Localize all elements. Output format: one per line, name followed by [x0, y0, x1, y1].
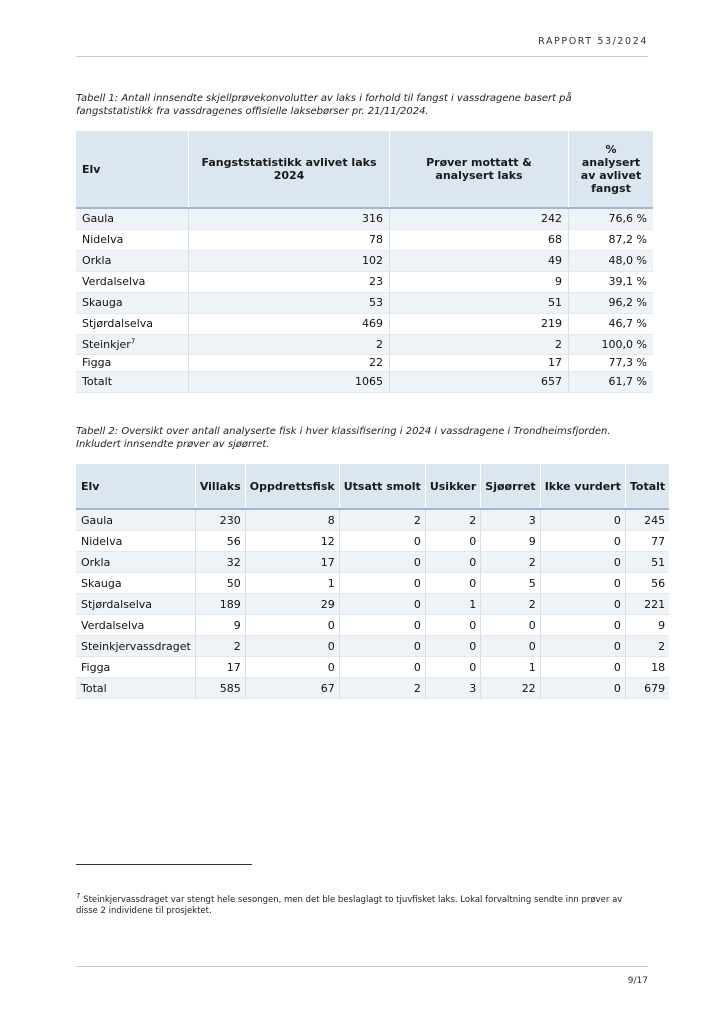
table2-cell: 0: [540, 615, 625, 636]
footer-divider: [76, 966, 648, 967]
table2-cell: 0: [540, 552, 625, 573]
table2-row: [76, 678, 669, 699]
table2-cell: Verdalselva: [76, 615, 195, 636]
table2-cell: 0: [540, 531, 625, 552]
table1-cell-elv-text: Totalt: [82, 375, 113, 388]
table1-cell-pct: [569, 334, 654, 354]
table2-cell: 2: [195, 636, 245, 657]
table2-cell: 0: [245, 615, 339, 636]
table2-header-utsatt-smolt: Utsatt smolt: [339, 464, 425, 509]
table2-cell: 0: [540, 594, 625, 615]
table2-cell: 77: [625, 531, 669, 552]
table2-cell: 0: [425, 636, 480, 657]
table1-cell-fangst-text: 469: [362, 317, 383, 330]
footnote-text: Steinkjervassdraget var stengt hele sesongen, men det ble beslaglagt to tjuvfisket laks. Lokal forvaltning sendte inn prøver av disse 2 individene til prosjektet.: [76, 895, 623, 916]
table1-cell-elv-text: Stjørdalselva: [82, 317, 153, 330]
table1-cell-pct: [569, 313, 654, 334]
table1-cell-prover: [390, 229, 569, 250]
table2-cell: Gaula: [76, 509, 195, 531]
table2-cell: 1: [481, 657, 540, 678]
table1-cell-pct: [569, 292, 654, 313]
table2-row: [76, 636, 669, 657]
table1-cell-pct-text: 48,0 %: [608, 254, 647, 267]
table2-cell: 2: [339, 678, 425, 699]
table2-cell: 0: [540, 678, 625, 699]
table2-cell: 585: [195, 678, 245, 699]
table2-cell: Orkla: [76, 552, 195, 573]
table1-cell-elv-text: Nidelva: [82, 233, 124, 246]
table1: [76, 131, 653, 393]
table2-cell: 0: [425, 552, 480, 573]
table2-row: [76, 615, 669, 636]
table2-cell: 0: [425, 657, 480, 678]
table1-cell-elv: [76, 371, 189, 392]
table2-cell: 9: [481, 531, 540, 552]
table2-cell: 1: [245, 573, 339, 594]
table1-cell-prover-text: 219: [541, 317, 562, 330]
table1-header-row: [76, 131, 653, 208]
table2-cell: 0: [481, 615, 540, 636]
table1-cell-elv: [76, 229, 189, 250]
table2-cell: 32: [195, 552, 245, 573]
table2-cell: 9: [195, 615, 245, 636]
table1-cell-fangst-text: 53: [369, 296, 383, 309]
table1-cell-fangst: [189, 271, 390, 292]
table1-cell-prover: [390, 334, 569, 354]
table1-row: [76, 271, 653, 292]
table1-caption-label: Tabell 1:: [76, 93, 119, 104]
table2-cell: 0: [425, 573, 480, 594]
table1-cell-elv-text: Gaula: [82, 212, 115, 226]
table2-cell: 679: [625, 678, 669, 699]
table1-cell-fangst: [189, 334, 390, 354]
table2-cell: 0: [339, 615, 425, 636]
table2-cell: 22: [481, 678, 540, 699]
table1-cell-elv: [76, 208, 189, 229]
table2-cell: 0: [540, 573, 625, 594]
table2-cell: 18: [625, 657, 669, 678]
table1-cell-pct-text: 100,0 %: [601, 337, 647, 351]
table2-row: [76, 552, 669, 573]
table1-cell-elv: [76, 313, 189, 334]
table1-cell-prover-text: 9: [555, 275, 562, 288]
table1-row: [76, 229, 653, 250]
table2: [76, 464, 669, 699]
table1-cell-fangst-text: 2: [376, 337, 383, 351]
table1-cell-fangst-text: 1065: [355, 375, 383, 388]
table2-cell: 8: [245, 509, 339, 531]
header-divider: [76, 56, 648, 57]
table2-cell: 17: [195, 657, 245, 678]
table2-row: [76, 657, 669, 678]
table1-cell-elv-text: Figga: [82, 356, 112, 369]
table2-header-oppdrettsfisk: Oppdrettsfisk: [245, 464, 339, 509]
table2-caption: [76, 425, 636, 451]
table1-cell-prover: [390, 354, 569, 371]
table2-cell: 0: [339, 594, 425, 615]
table2-cell: 56: [195, 531, 245, 552]
table2-cell: 3: [425, 678, 480, 699]
table2-cell: 2: [481, 594, 540, 615]
table2-cell: 29: [245, 594, 339, 615]
table1-row: [76, 292, 653, 313]
table2-row: [76, 573, 669, 594]
table1-header-fangst: Fangststatistikk avlivet laks 2024: [189, 131, 390, 208]
report-label: RAPPORT 53/2024: [538, 36, 648, 47]
table2-cell: 0: [245, 636, 339, 657]
table2-header-villaks: Villaks: [195, 464, 245, 509]
table1-cell-elv-text: Steinkjer: [82, 337, 131, 351]
table1-cell-fangst-text: 22: [369, 356, 383, 369]
table2-cell: 230: [195, 509, 245, 531]
table2-cell: Stjørdalselva: [76, 594, 195, 615]
table1-cell-prover: [390, 271, 569, 292]
table1-row: [76, 250, 653, 271]
table1-row: [76, 354, 653, 371]
table1-cell-fangst: [189, 371, 390, 392]
table1-cell-prover-text: 657: [541, 375, 562, 388]
table1-caption-text: Antall innsendte skjellprøvekonvolutter av laks i forhold til fangst i vassdragene basert på fangststatistikk fra vassdragenes offisielle laksebørser pr. 21/11/2024.: [76, 93, 572, 117]
table1-row: [76, 313, 653, 334]
footnote-divider: [76, 864, 252, 865]
page-number: 9/17: [627, 976, 648, 986]
table1-cell-prover: [390, 208, 569, 229]
table1-cell-fangst-text: 23: [369, 275, 383, 288]
table2-cell: 3: [481, 509, 540, 531]
table2-cell: 0: [339, 531, 425, 552]
table1-cell-pct-text: 46,7 %: [608, 317, 647, 330]
table2-cell: 0: [425, 615, 480, 636]
table1-cell-fangst: [189, 208, 390, 229]
table2-cell: 1: [425, 594, 480, 615]
table1-cell-prover: [390, 371, 569, 392]
table1-cell-prover: [390, 292, 569, 313]
table2-caption-label: Tabell 2:: [76, 426, 119, 437]
table2-cell: 50: [195, 573, 245, 594]
table2-cell: 0: [540, 657, 625, 678]
table2-header-sjoorret: Sjøørret: [481, 464, 540, 509]
table1-cell-pct: [569, 371, 654, 392]
table1-header-prover: Prøver mottatt & analysert laks: [390, 131, 569, 208]
table1-cell-elv: [76, 292, 189, 313]
table2-cell: 56: [625, 573, 669, 594]
table2-row: [76, 594, 669, 615]
table2-cell: Figga: [76, 657, 195, 678]
table2-cell: 221: [625, 594, 669, 615]
table1-cell-elv-text: Skauga: [82, 296, 123, 309]
table1-cell-prover-text: 242: [541, 212, 562, 226]
table1-cell-elv-text: Orkla: [82, 254, 112, 267]
table2-cell: 2: [625, 636, 669, 657]
table2-cell: 0: [540, 509, 625, 531]
table1-cell-elv: [76, 354, 189, 371]
table2-header-totalt: Totalt: [625, 464, 669, 509]
table1-cell-pct: [569, 229, 654, 250]
table2-cell: 0: [339, 552, 425, 573]
table2-cell: Skauga: [76, 573, 195, 594]
table2-cell: 51: [625, 552, 669, 573]
table2-cell: 0: [339, 573, 425, 594]
table2-row: [76, 509, 669, 531]
table1-cell-pct: [569, 354, 654, 371]
table2-cell: 0: [540, 636, 625, 657]
table1-cell-elv-text: Verdalselva: [82, 275, 146, 288]
table2-cell: 5: [481, 573, 540, 594]
table1-cell-prover-text: 17: [548, 356, 562, 369]
table1-cell-prover: [390, 313, 569, 334]
table1-cell-fangst: [189, 292, 390, 313]
footnote: [76, 892, 644, 917]
table1-header-elv: Elv: [76, 131, 189, 208]
table2-header-usikker: Usikker: [425, 464, 480, 509]
table2-cell: Nidelva: [76, 531, 195, 552]
table2-cell: 189: [195, 594, 245, 615]
table1-cell-prover-text: 51: [548, 296, 562, 309]
table1-cell-elv: [76, 271, 189, 292]
table2-caption-text: Oversikt over antall analyserte fisk i hver klassifisering i 2024 i vassdragene i Trondheimsfjorden. Inkludert innsendte prøver av sjøørret.: [76, 426, 611, 450]
table1-cell-pct: [569, 271, 654, 292]
table2-cell: 0: [245, 657, 339, 678]
table1-caption: [76, 92, 636, 118]
footnote-ref: 7: [130, 336, 136, 345]
table1-cell-fangst-text: 78: [369, 233, 383, 246]
table2-cell: 0: [481, 636, 540, 657]
table2-cell: 0: [425, 531, 480, 552]
table1-row: [76, 371, 653, 392]
table2-cell: 0: [339, 636, 425, 657]
table1-cell-prover-text: 2: [555, 337, 562, 351]
table1-cell-pct: [569, 250, 654, 271]
table2-cell: 2: [425, 509, 480, 531]
table2-cell: Steinkjervassdraget: [76, 636, 195, 657]
table1-cell-elv: [76, 334, 189, 354]
table2-cell: 9: [625, 615, 669, 636]
table1-cell-fangst-text: 102: [362, 254, 383, 267]
table1-cell-pct-text: 96,2 %: [608, 296, 647, 309]
table1-cell-fangst: [189, 229, 390, 250]
table1-cell-pct-text: 39,1 %: [608, 275, 647, 288]
table1-cell-fangst: [189, 313, 390, 334]
table1-row: [76, 208, 653, 229]
table1-cell-elv: [76, 250, 189, 271]
table2-cell: 67: [245, 678, 339, 699]
table1-cell-fangst: [189, 354, 390, 371]
table1-cell-prover-text: 49: [548, 254, 562, 267]
table1-cell-fangst: [189, 250, 390, 271]
table1-cell-pct: [569, 208, 654, 229]
table1-cell-fangst-text: 316: [362, 212, 383, 226]
table1-cell-prover: [390, 250, 569, 271]
table2-cell: 12: [245, 531, 339, 552]
table2-cell: 2: [339, 509, 425, 531]
table2-header-ikke-vurdert: Ikke vurdert: [540, 464, 625, 509]
table2-cell: 0: [339, 657, 425, 678]
table1-cell-pct-text: 87,2 %: [608, 233, 647, 246]
table1-cell-pct-text: 76,6 %: [608, 212, 647, 226]
table2-cell: 17: [245, 552, 339, 573]
table2-row: [76, 531, 669, 552]
table2-header-row: [76, 464, 669, 509]
table2-cell: 245: [625, 509, 669, 531]
table2-cell: 2: [481, 552, 540, 573]
table1-cell-pct-text: 61,7 %: [608, 375, 647, 388]
table1-cell-pct-text: 77,3 %: [608, 356, 647, 369]
table2-header-elv: Elv: [76, 464, 195, 509]
table1-row: [76, 334, 653, 354]
table1-header-pct: % analysert av avlivet fangst: [569, 131, 654, 208]
table2-cell: Total: [76, 678, 195, 699]
table1-cell-prover-text: 68: [548, 233, 562, 246]
footnote-marker: 7: [76, 892, 81, 901]
